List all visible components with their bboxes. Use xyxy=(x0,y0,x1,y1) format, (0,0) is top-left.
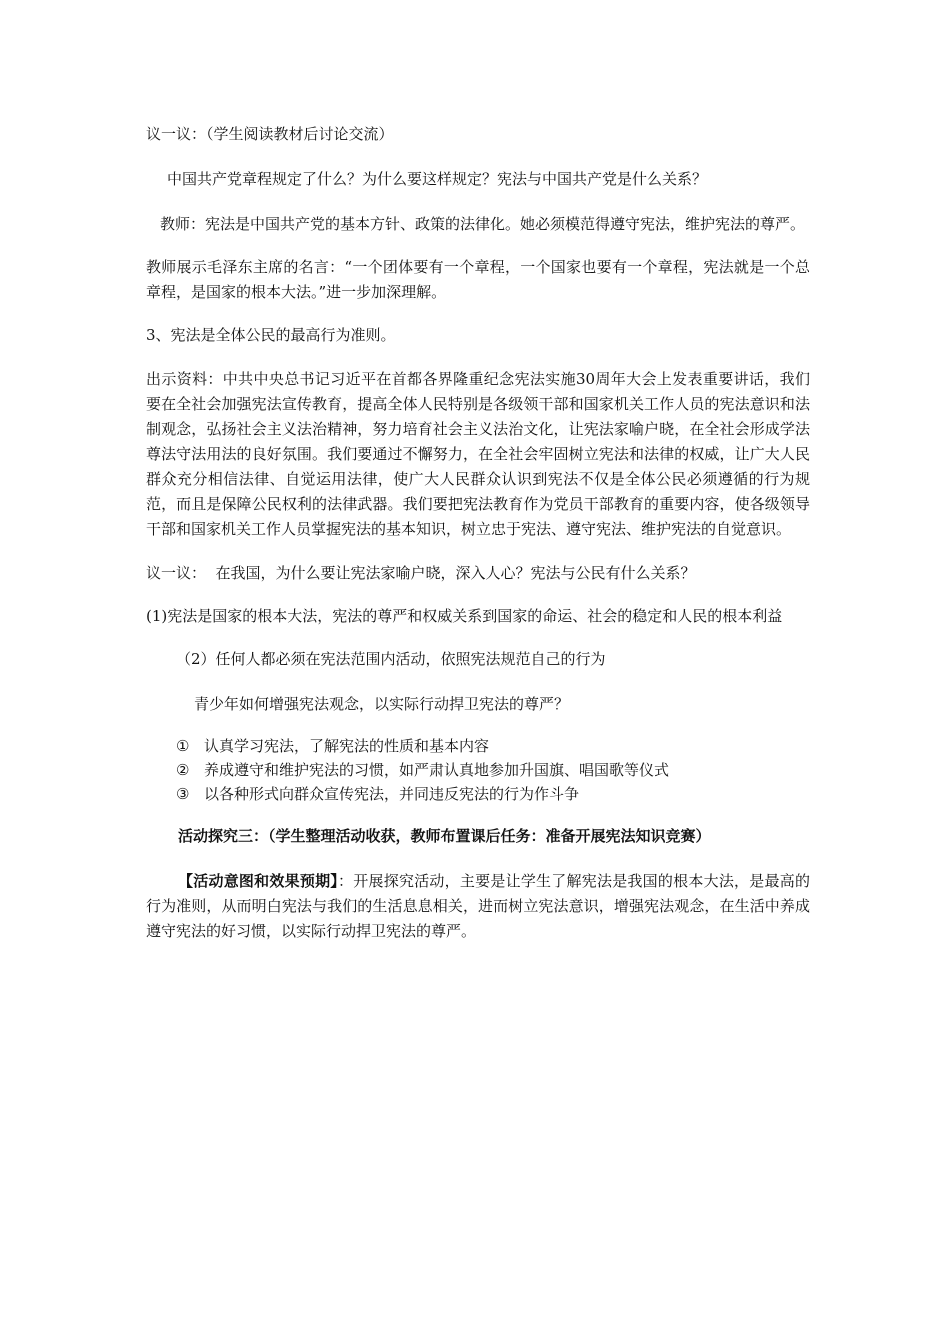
list-number: ① xyxy=(176,737,190,755)
point-3: 3、宪法是全体公民的最高行为准则。 xyxy=(146,326,396,344)
discuss-heading-2: 议一议： 在我国，为什么要让宪法家喻户晓，深入人心？宪法与公民有什么关系？ xyxy=(146,564,696,582)
question-2: 青少年如何增强宪法观念，以实际行动捍卫宪法的尊严？ xyxy=(194,695,570,713)
quote-intro: 教师展示毛泽东主席的名言：“一个团体要有一个章程，一个国家也要有一个章程，宪法就是一个总章程，是国家的根本大法。”进一步加深理解。 xyxy=(146,258,810,301)
list-item xyxy=(146,734,810,758)
activity-3-heading: 活动探究三：（学生整理活动收获，教师布置课后任务：准备开展宪法知识竞赛） xyxy=(178,827,711,845)
measures-list xyxy=(146,734,810,806)
intent-text: ：开展探究活动，主要是让学生了解宪法是我国的根本大法，是最高的行为准则，从而明白宪法与我们的生活息息相关，进而树立宪法意识，增强宪法观念，在生活中养成遵守宪法的好习惯，以实际行动捍卫宪法的尊严。 xyxy=(146,872,810,940)
list-text: 养成遵守和维护宪法的习惯，如严肃认真地参加升国旗、唱国歌等仪式 xyxy=(204,761,670,779)
list-item xyxy=(146,758,810,782)
material-text: 出示资料：中共中央总书记习近平在首都各界隆重纪念宪法实施30周年大会上发表重要讲话，我们要在全社会加强宪法宣传教育，提高全体人民特别是各级领干部和国家机关工作人员的宪法意识和法制观念，弘扬社会主义法治精神，努力培育社会主义法治文化，让宪法家喻户晓，在全社会形成学法尊法守法用法的良好氛围。我们要通过不懈努力，在全社会牢固树立宪法和法律的权威，让广大人民群众充分相信法律、自觉运用法律，使广大人民群众认识到宪法不仅是全体公民必须遵循的行为规范，而且是保障公民权利的法律武器。我们要把宪法教育作为党员干部教育的重要内容，使各级领导干部和国家机关工作人员掌握宪法的基本知识，树立忠于宪法、遵守宪法、维护宪法的自觉意识。 xyxy=(146,370,810,538)
list-text: 认真学习宪法，了解宪法的性质和基本内容 xyxy=(204,737,490,755)
discuss-heading-1: 议一议：（学生阅读教材后讨论交流） xyxy=(146,125,394,143)
list-number: ② xyxy=(176,761,190,779)
activity-intent xyxy=(146,869,810,944)
list-text: 以各种形式向群众宣传宪法，并同违反宪法的行为作斗争 xyxy=(204,785,580,803)
answer-1: (1)宪法是国家的根本大法，宪法的尊严和权威关系到国家的命运、社会的稳定和人民的根本利益 xyxy=(146,607,783,625)
answer-2: （2）任何人都必须在宪法范围内活动，依照宪法规范自己的行为 xyxy=(176,650,606,668)
document-page xyxy=(146,118,810,944)
intent-label: 【活动意图和效果预期】 xyxy=(178,872,339,890)
question-1: 中国共产党章程规定了什么？为什么要这样规定？宪法与中国共产党是什么关系？ xyxy=(167,170,708,188)
list-item xyxy=(146,782,810,806)
teacher-statement: 教师：宪法是中国共产党的基本方针、政策的法律化。她必须模范得遵守宪法，维护宪法的尊严。 xyxy=(160,215,806,233)
list-number: ③ xyxy=(176,785,190,803)
